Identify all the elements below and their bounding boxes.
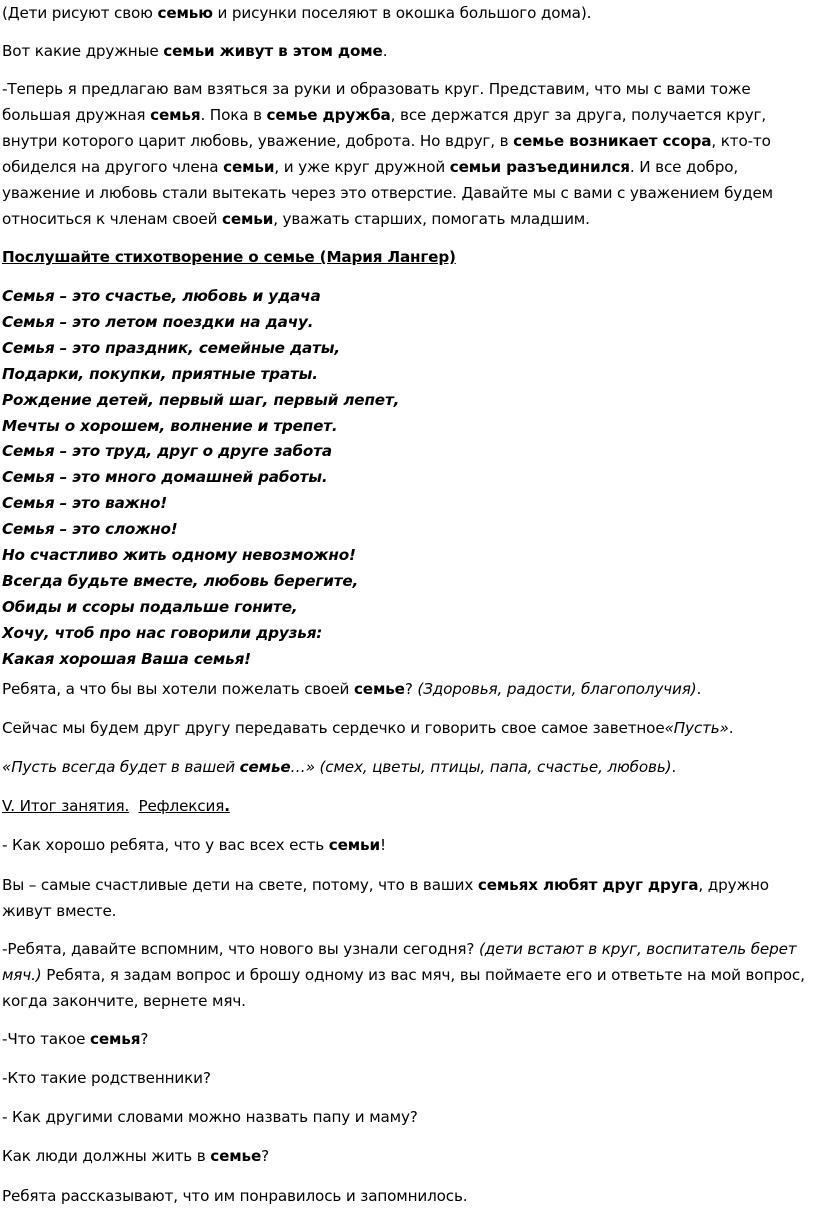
paragraph-let-it-be (2, 754, 810, 780)
text: ? (140, 1030, 149, 1048)
text: - Как хорошо ребята, что у вас всех есть (2, 836, 329, 854)
text: , уважать старших, помогать младшим. (273, 210, 590, 228)
poem-line: Семья – это сложно! (2, 520, 178, 539)
bold-text: семья (90, 1030, 141, 1048)
bold-text: семьи разъединился (449, 158, 630, 176)
text: -Что такое (2, 1030, 90, 1048)
underlined-text: Рефлексия (138, 797, 225, 815)
text: , дружно живут вместе. (2, 876, 769, 920)
bold-text: семьи (328, 836, 380, 854)
poem-line: Мечты о хорошем, волнение и трепет. (2, 416, 338, 435)
poem-line: Рождение детей, первый шаг, первый лепет, (2, 390, 400, 409)
poem-line: Семья – это счастье, любовь и удача (2, 287, 321, 305)
poem-line: Всегда будьте вместе, любовь берегите, (2, 571, 359, 590)
bold-text: семьях любят друг друга (477, 876, 699, 894)
text: Как люди должны жить в (2, 1147, 211, 1165)
underlined-text: V. Итог занятия. (2, 797, 130, 815)
bold-text: семье (353, 680, 405, 698)
text: ? (404, 680, 418, 698)
italic-text: «Пусть» (664, 719, 729, 737)
bold-text: семьи живут в этом доме (163, 42, 383, 60)
italic-text: «Пусть всегда будет в вашей (2, 758, 240, 776)
text: и рисунки поселяют в окошка большого дома). (212, 4, 592, 22)
italic-text: (дети встают в круг, воспитатель берет мяч.) (2, 940, 797, 984)
poem (2, 284, 602, 673)
text: Сейчас мы будем друг другу передавать сердечко и говорить свое самое заветное (2, 719, 665, 737)
text: . И все добро, уважение и любовь стали вытекать через это отверстие. Давайте мы с вами с уважением будем относиться к членам своей (2, 158, 773, 228)
paragraph-happiest-children (2, 872, 810, 924)
text: , все держатся друг за друга, получается круг, внутри которого царит любовь, уважение, доброта. Но вдруг, в (2, 106, 767, 150)
bold-text: семье (210, 1147, 262, 1165)
poem-line: Хочу, чтоб про нас говорили друзья: (2, 623, 323, 642)
bold-italic-text: семье (239, 758, 291, 776)
poem-line: Но счастливо жить одному невозможно! (2, 546, 356, 565)
bold-text: . (224, 797, 230, 815)
italic-text: (Здоровья, радости, благополучия) (417, 680, 697, 698)
question-parents-names: - Как другими словами можно назвать папу и маму? (2, 1108, 418, 1126)
section-summary-heading (2, 793, 810, 819)
bold-text: семье дружба (266, 106, 391, 124)
text: . (671, 758, 677, 776)
text: . (728, 719, 734, 737)
poem-line: Семья – это праздник, семейные даты, (2, 338, 341, 357)
text: -Ребята, давайте вспомним, что нового вы узнали сегодня? (2, 940, 479, 958)
text: , кто-то обиделся на другого члена (2, 132, 771, 176)
question-what-is-family (2, 1026, 810, 1052)
paragraph-wishes (2, 676, 810, 702)
text: Ребята, а что бы вы хотели пожелать своей (2, 680, 354, 698)
poem-line: Семья – это важно! (2, 494, 168, 513)
poem-line: Подарки, покупки, приятные траты. (2, 364, 318, 383)
text: Ребята, я задам вопрос и брошу одному из вас мяч, вы поймаете его и ответьте на мой вопрос, когда закончите, вернете мяч. (2, 966, 805, 1010)
poem-heading: Послушайте стихотворение о семье (Мария Лангер) (2, 248, 456, 266)
question-relatives: -Кто такие родственники? (2, 1069, 211, 1087)
text: . (696, 680, 702, 698)
poem-line: Семья – это труд, друг о друге забота (2, 442, 332, 461)
italic-text: …» (смех, цветы, птицы, папа, счастье, любовь) (290, 758, 672, 776)
bold-text: семье возникает ссора (513, 132, 712, 150)
bold-text: семьи (221, 210, 274, 228)
text: ? (261, 1147, 270, 1165)
paragraph-children-tell: Ребята рассказывают, что им понравилось и запомнилось. (2, 1187, 468, 1205)
paragraph-heart-game (2, 715, 810, 741)
paragraph-drawing-activity (2, 0, 810, 26)
text: Вы – самые счастливые дети на свете, потому, что в ваших (2, 876, 478, 894)
text: Вот какие дружные (2, 42, 164, 60)
text: . Пока в (200, 106, 267, 124)
question-how-to-live (2, 1143, 810, 1169)
text: ! (379, 836, 386, 854)
bold-text: семьи (223, 158, 275, 176)
paragraph-all-have-families (2, 832, 810, 858)
poem-line: Какая хорошая Ваша семья! (2, 649, 251, 668)
poem-line: Семья – это летом поездки на дачу. (2, 312, 314, 331)
bold-text: семья (150, 106, 201, 124)
poem-line: Обиды и ссоры подальше гоните, (2, 597, 298, 616)
text: , и уже круг дружной (274, 158, 450, 176)
text: . (382, 42, 388, 60)
poem-line: Семья – это много домашней работы. (2, 468, 328, 487)
bold-text: семью (157, 4, 213, 22)
paragraph-friendly-families (2, 38, 810, 64)
text: -Теперь я предлагаю вам взяться за руки и образовать круг. Представим, что мы с вами тоже большая дружная (2, 80, 751, 124)
paragraph-circle-game (2, 76, 810, 232)
paragraph-ball-game (2, 936, 810, 1014)
text: (Дети рисуют свою (2, 4, 158, 22)
